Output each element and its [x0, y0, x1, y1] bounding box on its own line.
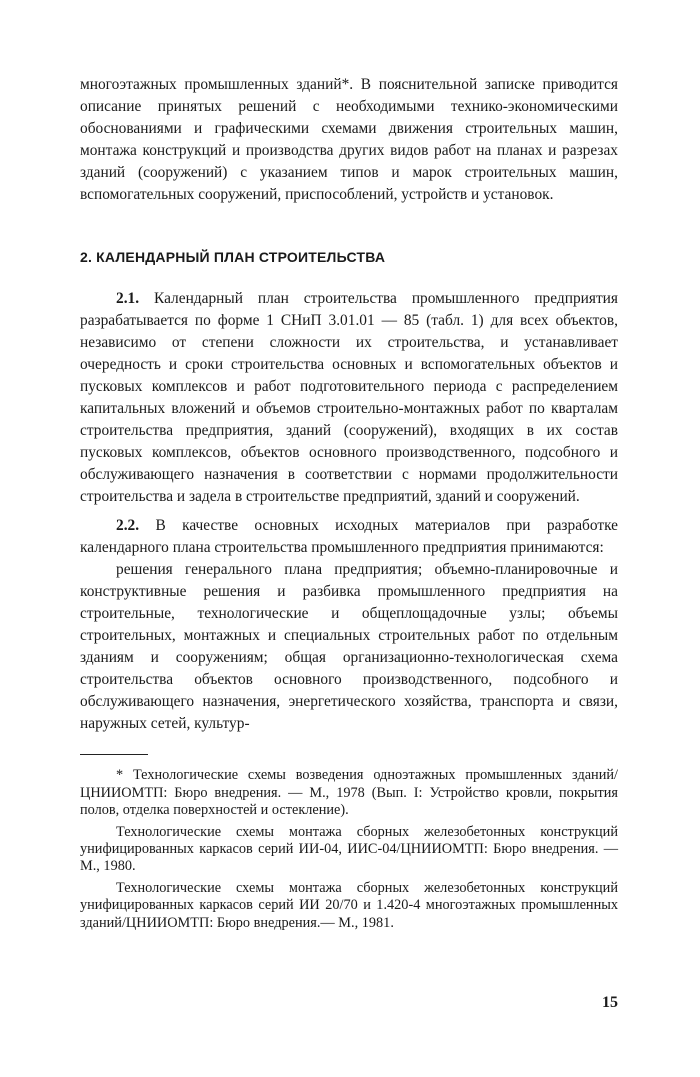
footnote-1: * Технологические схемы возведения одноэтажных промышленных зданий/ЦНИИОМТП: Бюро внедрения. — М., 1978 (Вып. I: Устройство кровли, покрытия полов, отделка поверхностей и остекление). — [80, 767, 618, 819]
paragraph-2-2-text: В качестве основных исходных материалов при разработке календарного плана строительства промышленного предприятия принимаются: — [80, 516, 618, 556]
page-content — [80, 74, 618, 936]
paragraph-2-2-number: 2.2. — [116, 516, 140, 534]
paragraph-2-1-text: Календарный план строительства промышленного предприятия разрабатывается по форме 1 СНиП 3.01.01 — 85 (табл. 1) для всех объектов, независимо от степени сложности их строительства, и устанавливает очередность и сроки строительства основных и вспомогательных объектов и пусковых комплексов и работ подготовительного периода с распределением капитальных вложений и объемов строительно-монтажных работ по кварталам строительства предприятия, зданий (сооружений), входящих в их состав пусковых комплексов, объектов основного производственного, подсобного и обслуживающего назначения в соответствии с нормами продолжительности строительства и задела в строительстве предприятий, зданий и сооружений. — [80, 289, 618, 506]
paragraph-2-2 — [80, 515, 618, 559]
section-heading: 2. КАЛЕНДАРНЫЙ ПЛАН СТРОИТЕЛЬСТВА — [80, 248, 386, 265]
footnote-3: Технологические схемы монтажа сборных железобетонных конструкций унифицированных каркасов серий ИИ 20/70 и 1.420-4 многоэтажных промышленных зданий/ЦНИИОМТП: Бюро внедрения.— М., 1981. — [80, 879, 618, 931]
footnote-divider — [80, 754, 148, 755]
footnote-2: Технологические схемы монтажа сборных железобетонных конструкций унифицированных каркасов серий ИИ-04, ИИС-04/ЦНИИОМТП: Бюро внедрения. — М., 1980. — [80, 823, 618, 875]
paragraph-2-1-number: 2.1. — [116, 289, 140, 307]
paragraph-2-2-list: решения генерального плана предприятия; объемно-планировочные и конструктивные решения и разбивка промышленного предприятия на строительные, технологические и общеплощадочные узлы; объемы строительных, монтажных и специальных строительных работ по отдельным зданиям и сооружениям; общая организационно-технологическая схема строительства объектов основного производственного, подсобного и обслуживающего назначения, энергетического хозяйства, транспорта и связи, наружных сетей, культур- — [80, 560, 618, 733]
intro-paragraph: многоэтажных промышленных зданий*. В пояснительной записке приводится описание принятых решений с необходимыми технико-экономическими обоснованиями и графическими схемами движения строительных машин, монтажа конструкций и производства других видов работ на планах и разрезах зданий (сооружений) с указанием типов и марок строительных машин, вспомогательных сооружений, приспособлений, устройств и установок. — [80, 76, 618, 204]
paragraph-2-1 — [80, 288, 618, 509]
page-number: 15 — [602, 994, 618, 1011]
